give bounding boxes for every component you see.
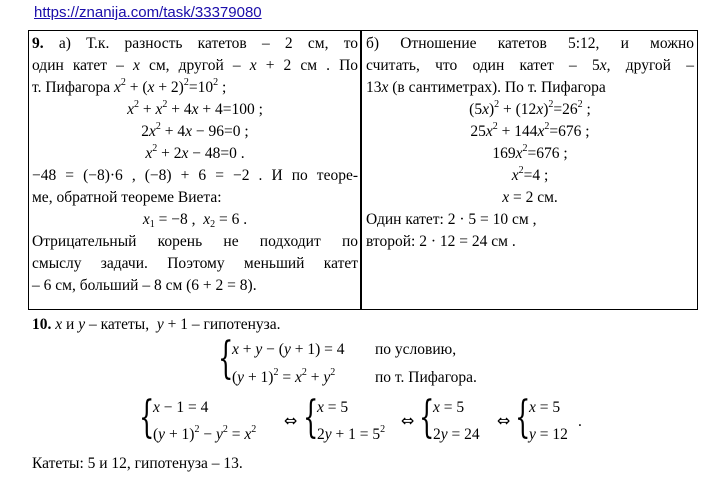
p9a-line-1: 9. а) Т.к. разность катетов – 2 см, то xyxy=(32,35,359,52)
problem-9b-column xyxy=(366,33,694,253)
system-4-brace: { xyxy=(419,392,435,443)
system-2-brace: { xyxy=(139,392,155,443)
p9a-line-11: смыслу задачи. Поэтому меньший катет xyxy=(32,255,358,272)
p9a-line-8: ме, обратной теореме Виета: xyxy=(32,189,222,206)
p9a-line-7: −48 = (−8)·6 , (−8) + 6 = −2 . И по теоре- xyxy=(32,167,358,184)
system-5-eq-1: x = 5 xyxy=(529,399,561,416)
p9b-equation-1: $(5x)^2 + (12x)^2=26^2$ ; xyxy=(469,99,591,118)
p9b-line-2: считать, что один катет – 5x, другой – xyxy=(366,57,694,74)
problem-9-table xyxy=(28,30,698,310)
system-5-eq-2: y = 12 xyxy=(529,426,568,443)
system-4-eq-1: x = 5 xyxy=(433,399,465,416)
system-3-brace: { xyxy=(303,392,319,443)
system-1-reason-2: по т. Пифагора. xyxy=(375,369,477,386)
system-3-eq-2: $2y + 1 = 5^2$ xyxy=(317,424,386,443)
system-2-eq-1: x − 1 = 4 xyxy=(153,399,209,416)
problem-9a-column xyxy=(32,33,358,297)
p10-intro: 10. x и y – катеты, y + 1 – гипотенуза. xyxy=(32,316,281,333)
p9b-line-9: Один катет: 2 · 5 = 10 см , xyxy=(366,211,537,228)
p9b-equation-5: x = 2 см. xyxy=(502,189,558,206)
p9b-line-3: 13x (в сантиметрах). По т. Пифагора xyxy=(366,79,606,96)
problem-10 xyxy=(32,314,281,336)
p10-answer: Катеты: 5 и 12, гипотенуза – 13. xyxy=(32,455,243,472)
column-divider xyxy=(360,31,362,309)
p9a-line-3: т. Пифагора $x^2 + (x + 2)^2=10^2$ ; xyxy=(32,77,227,96)
system-1-brace: { xyxy=(218,333,234,384)
system-1-eq-2: $(y + 1)^2 = x^2 + y^2$ xyxy=(232,367,336,386)
system-5-brace: { xyxy=(515,392,531,443)
p9a-line-12: – 6 см, больший – 8 см (6 + 2 = 8). xyxy=(32,277,257,294)
p9b-line-10: второй: 2 · 12 = 24 см . xyxy=(366,233,516,250)
equivalence-icon: ⇔ xyxy=(284,411,298,430)
system-4-eq-2: 2y = 24 xyxy=(433,426,480,443)
system-1-eq-1: x + y − (y + 1) = 4 xyxy=(232,341,345,358)
system-2-eq-2: $(y + 1)^2 - y^2 = x^2$ xyxy=(153,424,257,443)
equivalence-icon: ⇔ xyxy=(401,411,415,430)
equivalence-icon: ⇔ xyxy=(497,411,511,430)
system-3-eq-1: x = 5 xyxy=(317,399,349,416)
p9a-roots: $x_1 = -8$ , $x_2 = 6$ . xyxy=(142,211,248,230)
system-5-period: . xyxy=(578,413,582,430)
p9a-equation-2: $2x^2 + 4x - 96=0$ ; xyxy=(141,121,249,140)
p9b-equation-2: $25x^2 + 144x^2=676$ ; xyxy=(470,121,590,140)
p9b-equation-4: $x^2=4$ ; xyxy=(511,165,549,184)
p9a-equation-1: $x^2 + x^2 + 4x + 4=100$ ; xyxy=(127,99,263,118)
p9a-equation-3: $x^2 + 2x - 48=0$ . xyxy=(145,143,245,162)
p9a-line-2: один катет – x см, другой – x + 2 см . По xyxy=(32,57,359,74)
system-1-reason-1: по условию, xyxy=(375,341,457,358)
p9a-line-10: Отрицательный корень не подходит по xyxy=(32,233,358,250)
p9b-equation-3: $169x^2=676$ ; xyxy=(492,143,568,162)
p9b-line-1: б) Отношение катетов 5:12, и можно xyxy=(366,35,694,52)
task-link[interactable]: https://znanija.com/task/33379080 xyxy=(34,4,262,21)
